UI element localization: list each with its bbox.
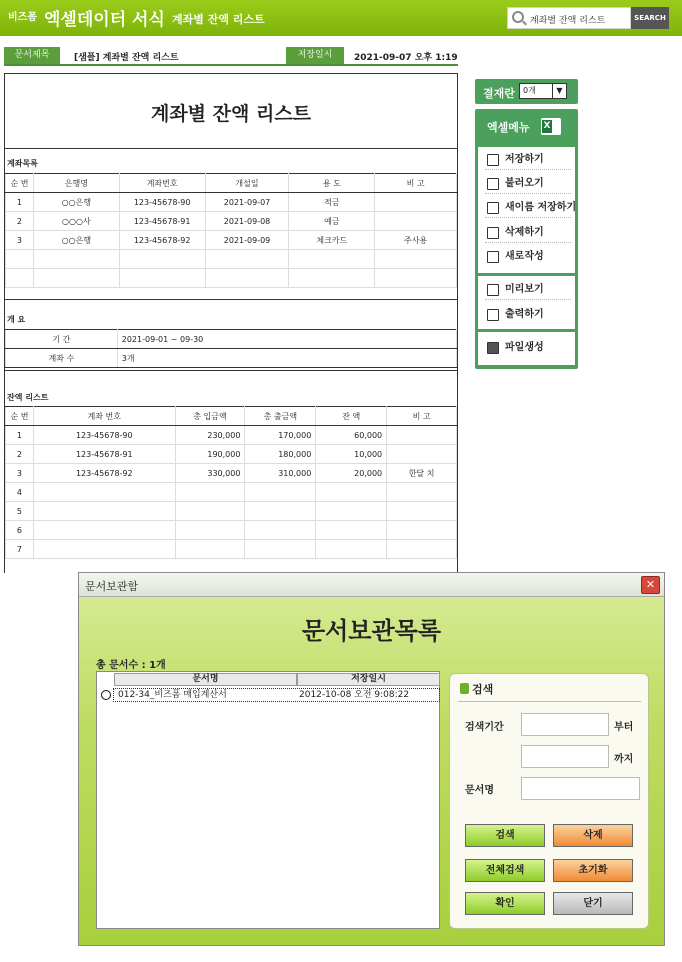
approval-select[interactable] <box>519 83 567 99</box>
save-as-icon <box>487 202 499 214</box>
cell: 2 <box>6 445 34 464</box>
cell: 3 <box>6 231 34 250</box>
count-label: 계좌 수 <box>6 349 118 368</box>
menu-print[interactable] <box>485 304 571 325</box>
doc-title-label: 문서제목 <box>4 47 60 64</box>
table-row <box>6 212 457 231</box>
col-header: 계좌 번호 <box>33 407 175 426</box>
approval-label: 결재란 <box>483 87 515 100</box>
excel-icon <box>541 118 561 135</box>
accounts-table <box>5 173 457 288</box>
cell: 1 <box>6 426 34 445</box>
col-header-date[interactable]: 저장일시 <box>297 673 440 686</box>
section-accounts: 계좌목록 <box>7 159 38 168</box>
cell: 2021-09-08 <box>205 212 289 231</box>
load-icon <box>487 178 499 190</box>
cell: 230,000 <box>175 426 245 445</box>
cell: 123-45678-92 <box>119 231 205 250</box>
menu-new[interactable] <box>485 246 571 267</box>
print-icon <box>487 309 499 321</box>
cell: 6 <box>6 521 34 540</box>
cell: 180,000 <box>245 445 316 464</box>
col-header: 은행명 <box>33 174 119 193</box>
document-title: 계좌별 잔액 리스트 <box>5 74 457 149</box>
cell: ○○은행 <box>33 231 119 250</box>
menu-label: 출력하기 <box>505 309 544 320</box>
cell: 190,000 <box>175 445 245 464</box>
menu-group-file <box>478 147 575 273</box>
table-row <box>6 250 457 269</box>
cell: 한달 치 <box>387 464 457 483</box>
menu-load[interactable] <box>485 173 571 194</box>
col-header: 총 출금액 <box>245 407 316 426</box>
menu-save-as[interactable] <box>485 197 577 218</box>
cell: 2 <box>6 212 34 231</box>
cell: 5 <box>6 502 34 521</box>
col-header: 총 입금액 <box>175 407 245 426</box>
trash-icon <box>487 227 499 239</box>
cell: 체크카드 <box>289 231 375 250</box>
menu-preview[interactable] <box>485 279 571 300</box>
section-balances: 잔액 리스트 <box>7 393 49 402</box>
divider <box>5 299 457 300</box>
col-header: 비 고 <box>375 174 457 193</box>
search-value: 계좌별 잔액 리스트 <box>530 16 606 26</box>
cell: 10,000 <box>316 445 387 464</box>
cell: ○○은행 <box>33 193 119 212</box>
balances-table <box>5 406 457 559</box>
monitor-icon <box>487 284 499 296</box>
excel-menu <box>475 109 578 369</box>
docname-field[interactable] <box>521 777 640 800</box>
table-row <box>6 269 457 288</box>
reset-button[interactable]: 초기화 <box>553 859 633 882</box>
cell: 4 <box>6 483 34 502</box>
menu-create-file[interactable] <box>485 337 571 358</box>
document-storage-dialog <box>78 572 665 946</box>
menu-group-create <box>478 332 575 365</box>
menu-label: 새이름 저장하기 <box>505 202 577 213</box>
search-badge-icon <box>460 683 469 694</box>
cell <box>375 193 457 212</box>
menu-label: 새로작성 <box>505 251 544 262</box>
close-icon[interactable]: ✕ <box>641 576 660 594</box>
brand-title: 엑셀데이터 서식 <box>44 10 165 30</box>
dialog-title: 문서보관함 <box>85 580 139 593</box>
period-label: 기 간 <box>6 330 118 349</box>
menu-title: 엑셀메뉴 <box>487 121 530 134</box>
overview-table <box>5 329 457 368</box>
logo: 비즈폼 <box>8 12 37 23</box>
close-button[interactable]: 닫기 <box>553 892 633 915</box>
cell: 170,000 <box>245 426 316 445</box>
col-header: 순 번 <box>6 174 34 193</box>
cell: 7 <box>6 540 34 559</box>
divider <box>458 701 641 702</box>
table-row <box>6 521 457 540</box>
dialog-heading: 문서보관목록 <box>301 617 442 645</box>
list-item[interactable] <box>113 688 440 702</box>
approval-value: 0개 <box>523 86 536 95</box>
doc-title-value: [샘플] 계좌별 잔액 리스트 <box>74 53 179 63</box>
cell: 적금 <box>289 193 375 212</box>
document-list[interactable] <box>96 671 440 929</box>
document-sheet <box>4 73 458 573</box>
cell: 123-45678-91 <box>119 212 205 231</box>
table-row <box>6 483 457 502</box>
period-value: 2021-09-01 ~ 09-30 <box>117 330 456 349</box>
col-header: 계좌번호 <box>119 174 205 193</box>
col-header: 개설일 <box>205 174 289 193</box>
from-label: 부터 <box>614 722 634 733</box>
count-value: 3개 <box>117 349 456 368</box>
chevron-down-icon[interactable]: ▼ <box>552 84 566 98</box>
table-row <box>6 502 457 521</box>
search-panel <box>449 673 649 929</box>
cell <box>387 426 457 445</box>
date-from-field[interactable] <box>521 713 609 736</box>
menu-label: 미리보기 <box>505 284 544 295</box>
cell: 330,000 <box>175 464 245 483</box>
cell: 1 <box>6 193 34 212</box>
folder-icon <box>487 342 499 354</box>
row-name: 012-34_비즈폼 매입계산서 <box>118 690 227 700</box>
table-row <box>6 193 457 212</box>
search-icon <box>512 11 524 23</box>
cell: 2021-09-07 <box>205 193 289 212</box>
period-label: 검색기간 <box>465 722 504 733</box>
ok-button[interactable]: 확인 <box>465 892 545 915</box>
cell: 123-45678-92 <box>33 464 175 483</box>
dialog-titlebar <box>79 573 664 597</box>
menu-delete[interactable] <box>485 222 571 243</box>
search-button[interactable]: SEARCH <box>631 7 669 29</box>
docname-label: 문서명 <box>465 785 494 796</box>
cell: 예금 <box>289 212 375 231</box>
page-subtitle: 계좌별 잔액 리스트 <box>172 13 265 26</box>
delete-button[interactable]: 삭제 <box>553 824 633 847</box>
to-label: 까지 <box>614 754 634 765</box>
date-to-field[interactable] <box>521 745 609 768</box>
cell: 주사용 <box>375 231 457 250</box>
table-row <box>6 445 457 464</box>
col-header-name[interactable]: 문서명 <box>114 673 297 686</box>
menu-save[interactable] <box>485 149 571 170</box>
cell: 123-45678-90 <box>33 426 175 445</box>
cell: 3 <box>6 464 34 483</box>
document-count: 총 문서수 : 1개 <box>96 660 166 671</box>
row-radio[interactable] <box>101 690 111 700</box>
divider <box>5 370 457 371</box>
row-date: 2012-10-08 오전 9:08:22 <box>299 690 410 700</box>
menu-label: 불러오기 <box>505 178 544 189</box>
search-input[interactable] <box>507 7 631 29</box>
cell: ○○○사 <box>33 212 119 231</box>
table-row <box>6 464 457 483</box>
approval-panel <box>475 79 578 104</box>
menu-label: 파일생성 <box>505 342 544 353</box>
table-row <box>6 540 457 559</box>
cell: 123-45678-90 <box>119 193 205 212</box>
cell: 2021-09-09 <box>205 231 289 250</box>
cell: 310,000 <box>245 464 316 483</box>
cell <box>387 445 457 464</box>
search-title-text: 검색 <box>472 683 494 696</box>
col-header: 용 도 <box>289 174 375 193</box>
section-overview: 개 요 <box>7 315 26 324</box>
col-header: 비 고 <box>387 407 457 426</box>
cell: 123-45678-91 <box>33 445 175 464</box>
menu-group-print <box>478 276 575 329</box>
new-doc-icon <box>487 251 499 263</box>
cell: 20,000 <box>316 464 387 483</box>
cell: 60,000 <box>316 426 387 445</box>
search-panel-title <box>460 681 493 697</box>
doc-info-bar <box>4 47 458 66</box>
col-header: 잔 액 <box>316 407 387 426</box>
top-bar <box>0 0 682 36</box>
save-time-label: 저장일시 <box>286 47 344 64</box>
table-row <box>6 426 457 445</box>
search-button[interactable]: 검색 <box>465 824 545 847</box>
col-header: 순 번 <box>6 407 34 426</box>
cell <box>375 212 457 231</box>
menu-label: 삭제하기 <box>505 227 544 238</box>
save-time-value: 2021-09-07 오후 1:19 <box>354 53 458 63</box>
search-all-button[interactable]: 전체검색 <box>465 859 545 882</box>
save-icon <box>487 154 499 166</box>
menu-label: 저장하기 <box>505 154 544 165</box>
table-row <box>6 231 457 250</box>
